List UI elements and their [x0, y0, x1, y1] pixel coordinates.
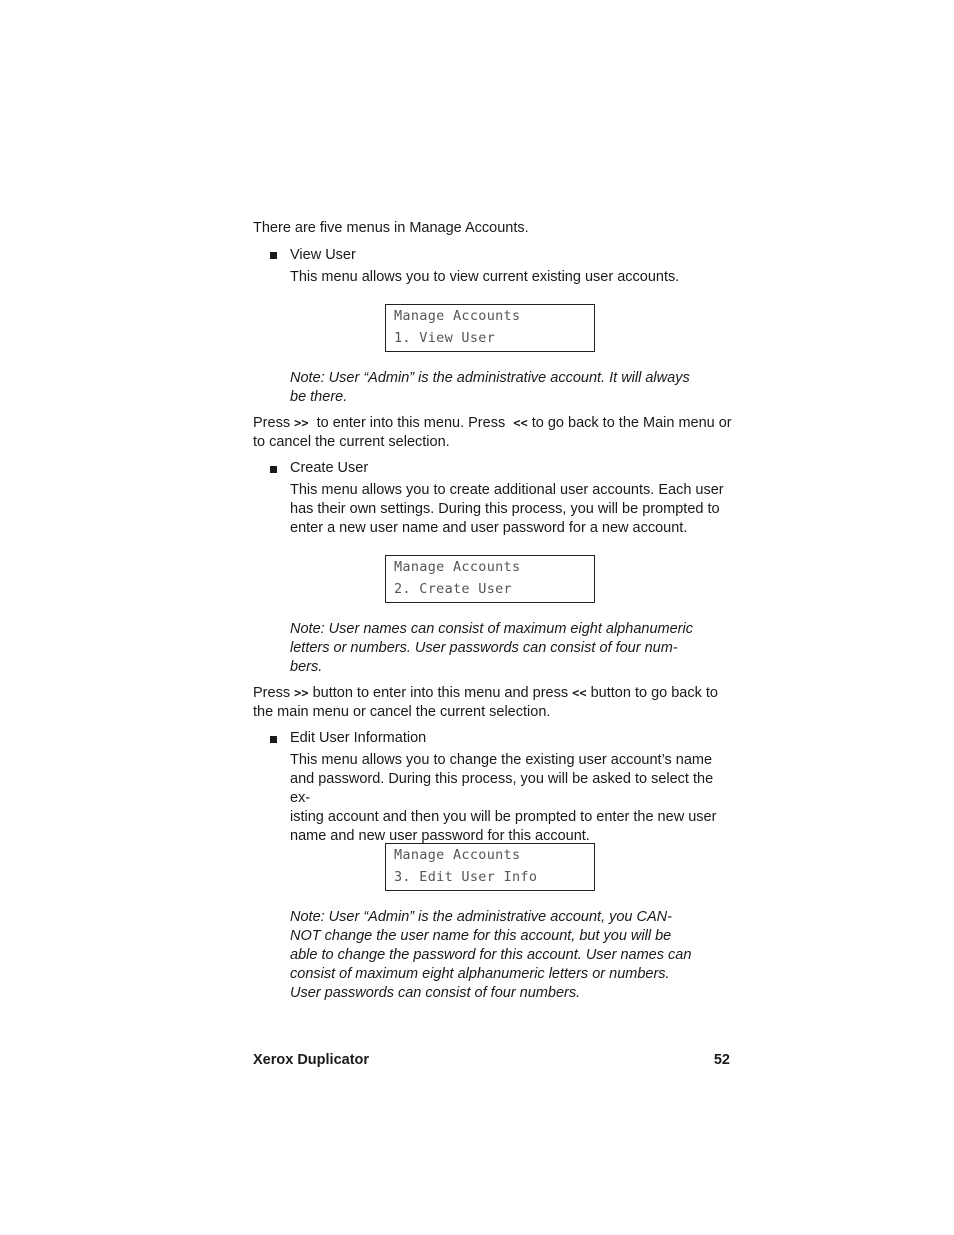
lcd-line-2: 3. Edit User Info — [394, 869, 538, 885]
note-line: Note: User “Admin” is the administrative account, you CAN- — [290, 909, 672, 925]
press-line-2: to cancel the current selection. — [253, 434, 450, 450]
lcd-display-edit-user — [385, 843, 595, 891]
description-line: name and new user password for this account. — [290, 828, 590, 844]
bullet-square-icon — [270, 466, 277, 473]
forward-key-label: >> — [294, 686, 309, 700]
note-line: letters or numbers. User passwords can consist of four num- — [290, 640, 678, 656]
lcd-line-1: Manage Accounts — [394, 559, 521, 575]
note-line: bers. — [290, 659, 323, 675]
intro-text: There are five menus in Manage Accounts. — [253, 220, 529, 236]
create-user-description — [290, 481, 730, 538]
press-line-1 — [253, 414, 733, 433]
description-line: enter a new user name and user password for a new account. — [290, 520, 688, 536]
press-text: button to enter into this menu and press — [308, 685, 573, 701]
description-line: This menu allows you to create additional user accounts. Each user — [290, 482, 724, 498]
note-line: User passwords can consist of four numbers. — [290, 985, 581, 1001]
bullet-square-icon — [270, 736, 277, 743]
description-line: This menu allows you to change the existing user account’s name — [290, 752, 713, 768]
lcd-line-1: Manage Accounts — [394, 308, 521, 324]
bullet-title-create-user: Create User — [290, 460, 369, 476]
note-line: Note: User names can consist of maximum eight alphanumeric — [290, 621, 693, 637]
press-text: to go back to the Main menu or — [527, 415, 732, 431]
press-instructions-2 — [253, 684, 733, 722]
press-text: Press — [253, 415, 295, 431]
press-text: button to go back to — [586, 685, 718, 701]
bullet-title-view-user: View User — [290, 247, 356, 263]
note-line: NOT change the user name for this account, but you will be — [290, 928, 672, 944]
press-text: Press — [253, 685, 295, 701]
description-line: has their own settings. During this process, you will be prompted to — [290, 501, 720, 517]
lcd-display-view-user — [385, 304, 595, 352]
bullet-square-icon — [270, 252, 277, 259]
page-number: 52 — [713, 1052, 730, 1068]
note-line: be there. — [290, 389, 348, 405]
note-view-user — [290, 369, 694, 407]
note-line: Note: User “Admin” is the administrative account. It will always — [290, 370, 690, 386]
back-key-label: << — [572, 686, 587, 700]
press-text: to enter into this menu. Press — [308, 415, 514, 431]
note-line: consist of maximum eight alphanumeric letters or numbers. — [290, 966, 670, 982]
description-line: and password. During this process, you will be asked to select the ex- — [290, 771, 714, 806]
note-create-user — [290, 620, 694, 677]
forward-key-label: >> — [294, 416, 309, 430]
back-key-label: << — [513, 416, 528, 430]
edit-user-description — [290, 751, 730, 846]
press-line-2: the main menu or cancel the current selection. — [253, 704, 551, 720]
lcd-line-2: 1. View User — [394, 330, 496, 346]
footer-title: Xerox Duplicator — [253, 1052, 370, 1068]
lcd-display-create-user — [385, 555, 595, 603]
view-user-description: This menu allows you to view current existing user accounts. — [290, 269, 680, 285]
lcd-line-1: Manage Accounts — [394, 847, 521, 863]
note-edit-user — [290, 908, 694, 1003]
description-line: isting account and then you will be prompted to enter the new user — [290, 809, 717, 825]
press-instructions-1 — [253, 414, 733, 452]
press-line-1 — [253, 684, 733, 703]
note-line: able to change the password for this account. User names can — [290, 947, 692, 963]
lcd-line-2: 2. Create User — [394, 581, 512, 597]
bullet-title-edit-user: Edit User Information — [290, 730, 427, 746]
